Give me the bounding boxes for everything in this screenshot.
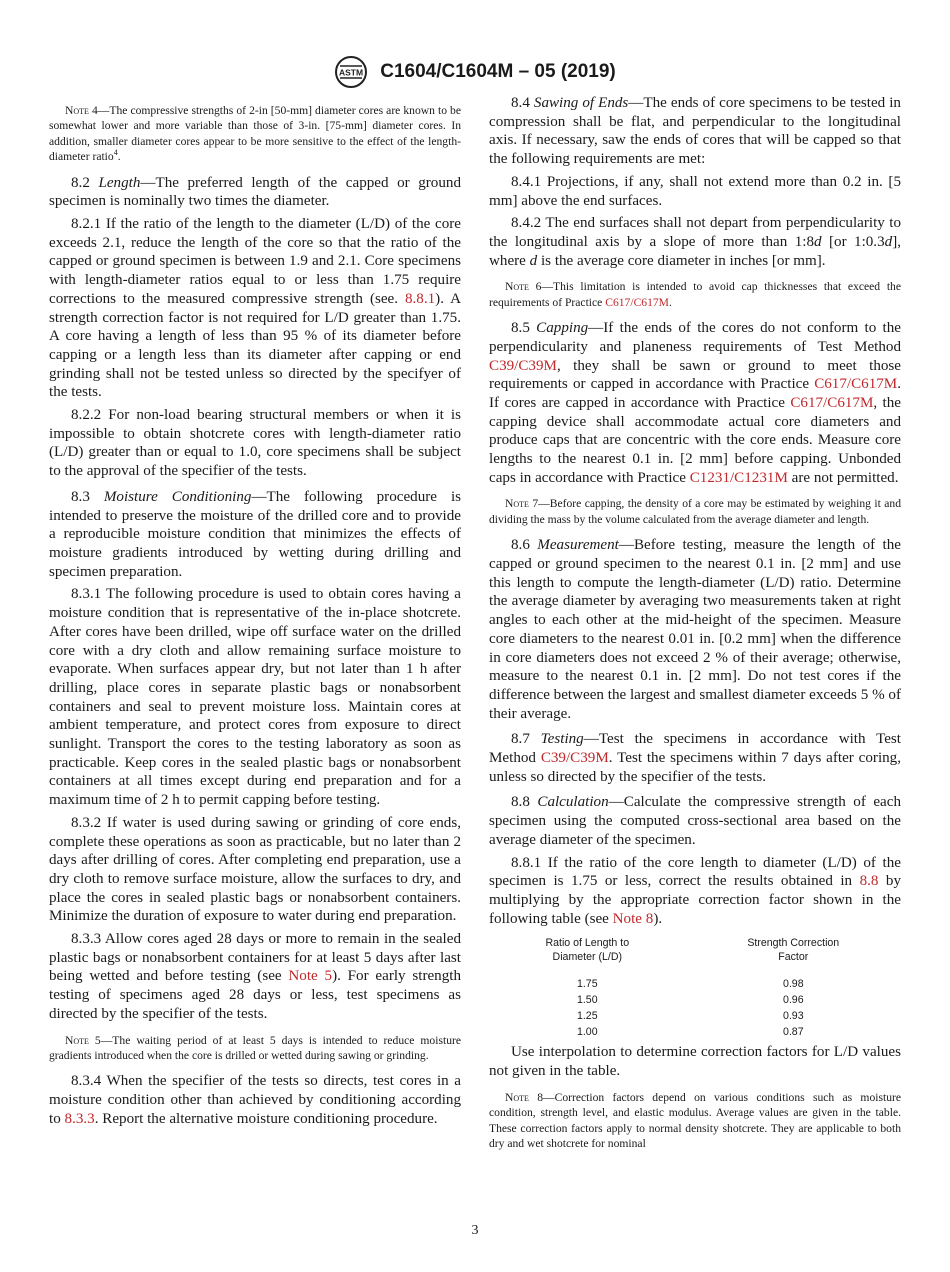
section-8-4-1: 8.4.1 Projections, if any, shall not extend more than 0.2 in. [5 mm] above the end surfaces. <box>489 173 901 209</box>
document-title: C1604/C1604M – 05 (2019) <box>380 61 616 82</box>
link-c617[interactable]: C617/C617M <box>605 295 669 309</box>
section-8-4-2: 8.4.2 The end surfaces shall not depart from perpendicularity to the longitudinal axis by a slope of more than 1:8d [or 1:0.3d], where d is the average core diameter in inches [or mm]. <box>489 215 901 269</box>
table-row: 1.25 0.93 <box>576 1010 804 1023</box>
section-8-3-2: 8.3.2 If water is used during sawing or grinding of core ends, complete these operations as soon as practicable, but no later than 2 days after drilling of cores. After completing end preparation, use a dry cloth to remove surface moisture, allow the surfaces to dry, and place the cores in sealed plastic bags or nonabsorbent containers. Minimize the duration of exposure to water during end preparation. <box>49 814 461 925</box>
link-c617[interactable]: C617/C617M <box>790 394 874 411</box>
note-5: Note 5—The waiting period of at least 5 days is intended to reduce moisture gradients introduced when the core is drilled or wetted during sawing or grinding. <box>49 1033 461 1062</box>
link-c39[interactable]: C39/C39M <box>489 357 557 374</box>
note-8: Note 8—Correction factors depend on various conditions such as moisture condition, strength level, and elastic modulus. Average values are given in the table. These correction factors apply to normal density shotcrete. They are applicable to both dry and wet shotcrete for nominal <box>489 1090 901 1150</box>
link-c1231[interactable]: C1231/C1231M <box>689 469 788 486</box>
link-8-8-1[interactable]: 8.8.1 <box>404 290 436 307</box>
section-8-3-4: 8.3.4 When the specifier of the tests so directs, test cores in a moisture condition other than achieved by conditioning according to 8.3.3. Report the alternative moisture conditioning procedure. <box>49 1073 461 1127</box>
astm-logo-icon <box>334 55 368 89</box>
section-8-5: 8.5 Capping—If the ends of the cores do not conform to the perpendicularity and planeness requirements of Test Method C39/C39M, they shall be sawn or ground to meet those requirements or capped in accordance with Practice C617/C617M. If cores are capped in accordance with Practice C617/C617M, the capping device shall accommodate actual core diameters and produce caps that are concentric with the core ends. Measure core lengths to the nearest 0.1 in. [2 mm] before capping. Unbonded caps in accordance with Practice C1231/C1231M are not permitted. <box>489 320 901 486</box>
link-c617[interactable]: C617/C617M <box>814 376 898 393</box>
section-8-3: 8.3 Moisture Conditioning—The following procedure is intended to preserve the moisture of the drilled core and to provide a reproducible moisture condition that minimizes the effects of moisture gradients introduced by wetting during drilling and specimen preparation. <box>49 488 462 580</box>
link-8-3-3[interactable]: 8.3.3 <box>64 1110 95 1127</box>
section-8-6: 8.6 Measurement—Before testing, measure the length of the capped or ground specimen to the nearest 0.1 in. [2 mm] and use this length to compute the length-diameter (L/D) ratio. Determine the average diameter by averaging two measurements taken at right angles to each other at the mid-height of the specimen. Measure core diameters to the nearest 0.01 in. [0.2 mm] when the difference in core diameters does not exceed 2 % of their average; otherwise, measure to the nearest 0.1 in. [2 mm]. Do not test cores if the difference between the largest and smallest diameter exceeds 5 % of their average. <box>489 537 901 722</box>
link-note-8[interactable]: Note 8 <box>612 910 654 927</box>
correction-factor-table <box>489 935 901 1040</box>
left-column <box>49 94 461 1128</box>
section-8-3-3: 8.3.3 Allow cores aged 28 days or more to remain in the sealed plastic bags or nonabsorbent containers for at least 5 days after last being wetted and before testing (see Note 5). For early strength testing of specimens aged 28 days or less, test specimens as directed by the specifier of the tests. <box>49 931 462 1022</box>
table-header-ld: Ratio of Length to Diameter (L/D) <box>545 937 630 964</box>
right-column <box>489 94 901 1160</box>
link-8-8[interactable]: 8.8 <box>859 873 879 890</box>
table-row: 1.00 0.87 <box>576 1026 804 1039</box>
section-8-8: 8.8 Calculation—Calculate the compressive strength of each specimen using the computed cross-sectional area based on the average diameter of the specimen. <box>489 794 901 848</box>
page-header <box>0 55 950 89</box>
svg-text:ASTM: ASTM <box>339 67 364 78</box>
section-8-4: 8.4 Sawing of Ends—The ends of core specimens to be tested in compression shall be flat, and perpendicular to the longitudinal axis. If necessary, saw the ends of cores that will be capped so that the following requirements are met: <box>489 95 901 168</box>
link-c39[interactable]: C39/C39M <box>540 750 609 767</box>
page-number: 3 <box>471 1223 479 1238</box>
note-7: Note 7—Before capping, the density of a core may be estimated by weighing it and dividing the mass by the volume calculated from the average diameter and length. <box>489 497 901 526</box>
note-4: Note 4—The compressive strengths of 2-in [50-mm] diameter cores are known to be somewhat lower and more variable than those of 3-in. [75-mm] diameter cores. In addition, smaller diameter cores appear to be more sensitive to the effect of the length-diameter ratio$^4$. <box>49 104 461 164</box>
note-6: Note 6—This limitation is intended to avoid cap thicknesses that exceed the requirements of Practice C617/C617M. <box>489 280 901 309</box>
section-8-3-1: 8.3.1 The following procedure is used to obtain cores having a moisture condition that is representative of the in-place shotcrete. After cores have been drilled, wipe off surface water on the drilled core with a dry cloth and allow remaining surface moisture to evaporate. When surfaces appear dry, but not later than 1 h after drilling, place cores in separate plastic bags or nonabsorbent containers and seal to prevent moisture loss. Maintain cores at ambient temperature, and protect cores from exposure to direct sunlight. Transport the cores to the testing laboratory as soon as practicable. Keep cores in the sealed plastic bags or nonabsorbent containers at all times except during end preparation and for a maximum time of 2 h to permit capping before testing. <box>49 586 461 809</box>
section-8-8-1: 8.8.1 If the ratio of the core length to diameter (L/D) of the specimen is 1.75 or less, correct the results obtained in 8.8 by multiplying by the appropriate correction factor shown in the following table (see Note 8). <box>489 854 901 927</box>
table-row: 1.50 0.96 <box>576 994 804 1007</box>
section-8-2-2: 8.2.2 For non-load bearing structural members or when it is impossible to obtain shotcrete cores with length-diameter ratio (L/D) greater than or equal to 1.0, core specimens shall be subject to the approval of the specifier of the tests. <box>49 407 461 480</box>
interpolation-paragraph: Use interpolation to determine correction factors for L/D values not given in the table. <box>489 1044 901 1080</box>
section-8-2-1: 8.2.1 If the ratio of the length to the diameter (L/D) of the core exceeds 2.1, reduce the length of the core so that the ratio of the capped or ground specimen is between 1.9 and 2.1. Core specimens with length-diameter ratios equal to or less than 1.75 require corrections to the measured compressive strength (see. 8.8.1). A strength correction factor is not required for L/D greater than 1.75. A core having a length of less than 95 % of its diameter before capping or a length less than its diameter after capping or end grinding shall not be tested unless so directed by the specifyer of the tests. <box>49 216 462 401</box>
table-header-factor: Strength Correction Factor <box>747 937 840 964</box>
section-8-7: 8.7 Testing—Test the specimens in accordance with Test Method C39/C39M. Test the specimens within 7 days after coring, unless so directed by the specifier of the tests. <box>489 731 902 785</box>
link-note-5[interactable]: Note 5 <box>288 968 333 985</box>
table-row: 1.75 0.98 <box>576 978 804 991</box>
section-8-2: 8.2 Length—The preferred length of the capped or ground specimen is nominally two times the diameter. <box>49 174 461 210</box>
